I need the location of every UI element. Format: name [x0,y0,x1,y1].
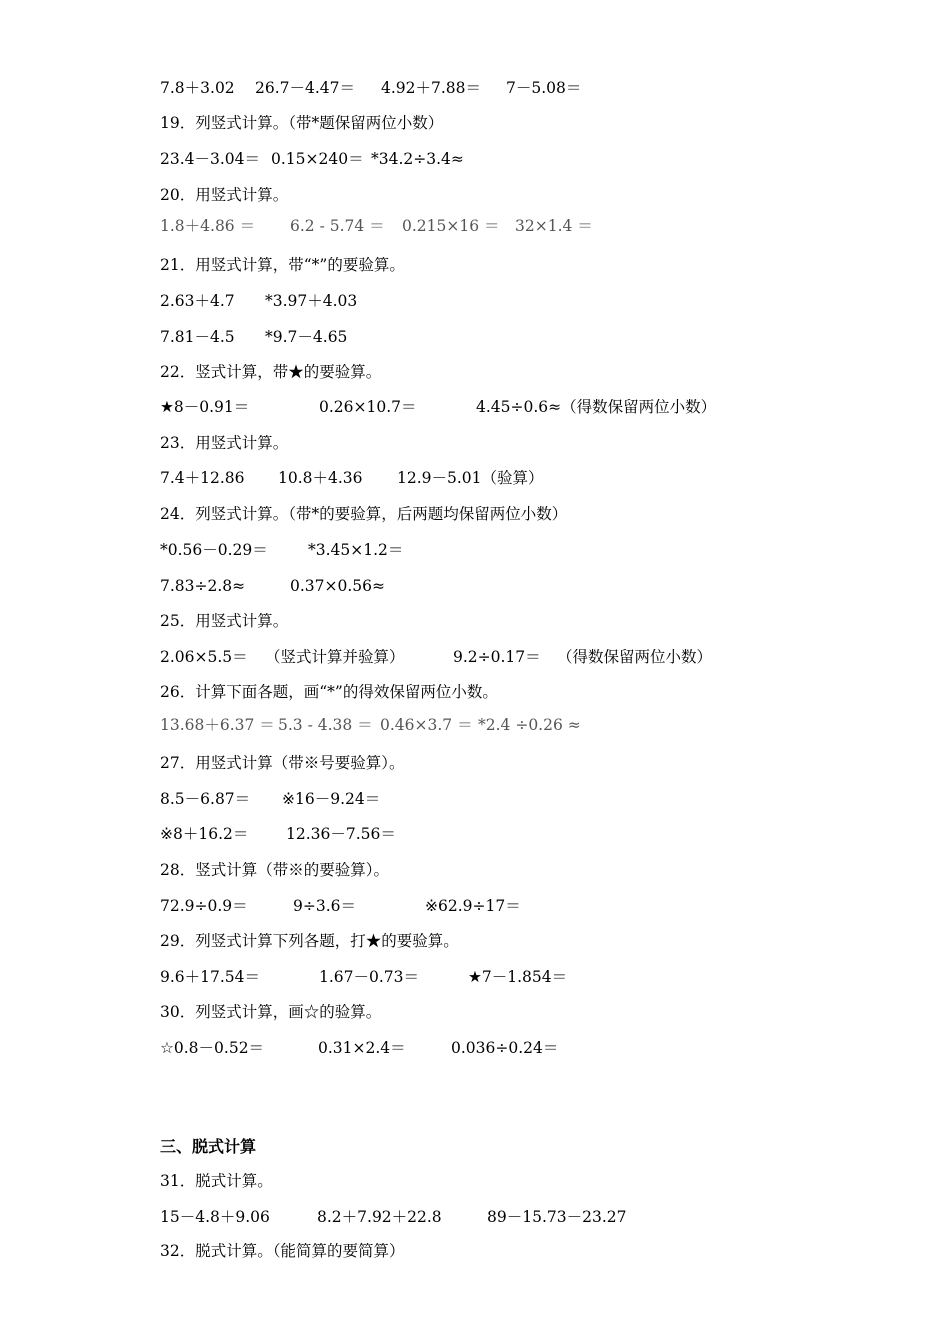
question-26: 26．计算下面各题，画“*”的得效保留两位小数。 [160,683,498,701]
problem: 26.7－4.47＝ [255,79,356,97]
problem: ☆0.8－0.52＝ [160,1039,265,1057]
problem: 7.81－4.5 [160,328,235,346]
problem: 2.06×5.5＝ [160,648,248,666]
problem: 7.4＋12.86 [160,469,245,487]
problem: 0.46×3.7 ＝ [380,716,473,734]
problem: 4.45÷0.6≈（得数保留两位小数） [476,398,717,416]
problem: 32×1.4 ＝ [515,217,593,235]
problem: ※16－9.24＝ [282,790,381,808]
problem: 7.83÷2.8≈ [160,577,246,595]
problem: 0.036÷0.24＝ [451,1039,559,1057]
question-22: 22．竖式计算，带★的要验算。 [160,363,382,381]
problem: 0.37×0.56≈ [290,577,385,595]
question-31: 31．脱式计算。 [160,1172,273,1190]
problem: 8.2＋7.92＋22.8 [317,1208,442,1226]
problem: 4.92＋7.88＝ [381,79,482,97]
problem-note: （竖式计算并验算） [265,648,405,666]
problem: 9.2÷0.17＝ [453,648,541,666]
question-29: 29．列竖式计算下列各题，打★的要验算。 [160,932,459,950]
question-28: 28．竖式计算（带※的要验算）。 [160,861,389,879]
problem: 12.36－7.56＝ [286,825,396,843]
problem: 0.26×10.7＝ [319,398,417,416]
problem: 2.63＋4.7 [160,292,235,310]
question-27: 27．用竖式计算（带※号要验算）。 [160,754,405,772]
problem-note: （得数保留两位小数） [557,648,713,666]
problem: 6.2 - 5.74 ＝ [290,217,385,235]
problem: *9.7－4.65 [265,328,348,346]
question-24: 24．列竖式计算。（带*的要验算，后两题均保留两位小数） [160,505,568,523]
question-30: 30．列竖式计算，画☆的验算。 [160,1003,382,1021]
problem: 7.8＋3.02 [160,79,235,97]
problem: 0.31×2.4＝ [318,1039,406,1057]
question-21: 21．用竖式计算，带“*”的要验算。 [160,256,405,274]
problem: 9÷3.6＝ [293,897,356,915]
problem: 0.15×240＝ [271,150,364,168]
problem: ★7－1.854＝ [468,968,568,986]
question-32: 32．脱式计算。（能简算的要简算） [160,1242,405,1260]
problem: 23.4－3.04＝ [160,150,261,168]
problem: 12.9－5.01（验算） [397,469,544,487]
problem: 5.3 - 4.38 ＝ [278,716,373,734]
problem: 72.9÷0.9＝ [160,897,248,915]
problem: *3.45×1.2＝ [308,541,404,559]
problem: *2.4 ÷0.26 ≈ [478,716,581,734]
question-20: 20．用竖式计算。 [160,186,289,204]
problem: 15－4.8＋9.06 [160,1208,270,1226]
problem: 89－15.73－23.27 [487,1208,627,1226]
problem: ★8－0.91＝ [160,398,250,416]
problem: 1.8＋4.86 ＝ [160,217,256,235]
problem: 0.215×16 ＝ [402,217,500,235]
problem: 8.5－6.87＝ [160,790,251,808]
question-19: 19．列竖式计算。（带*题保留两位小数） [160,114,444,132]
problem: 10.8＋4.36 [278,469,363,487]
problem: *3.97＋4.03 [265,292,358,310]
problem: *0.56－0.29＝ [160,541,268,559]
problem: 13.68＋6.37 ＝ [160,716,275,734]
section-title: 三、脱式计算 [160,1137,257,1156]
problem: ※8＋16.2＝ [160,825,249,843]
problem: *34.2÷3.4≈ [371,150,464,168]
problem: 7－5.08＝ [506,79,582,97]
problem: 9.6＋17.54＝ [160,968,261,986]
question-23: 23．用竖式计算。 [160,434,289,452]
problem: ※62.9÷17＝ [425,897,521,915]
problem: 1.67－0.73＝ [319,968,420,986]
question-25: 25．用竖式计算。 [160,612,289,630]
